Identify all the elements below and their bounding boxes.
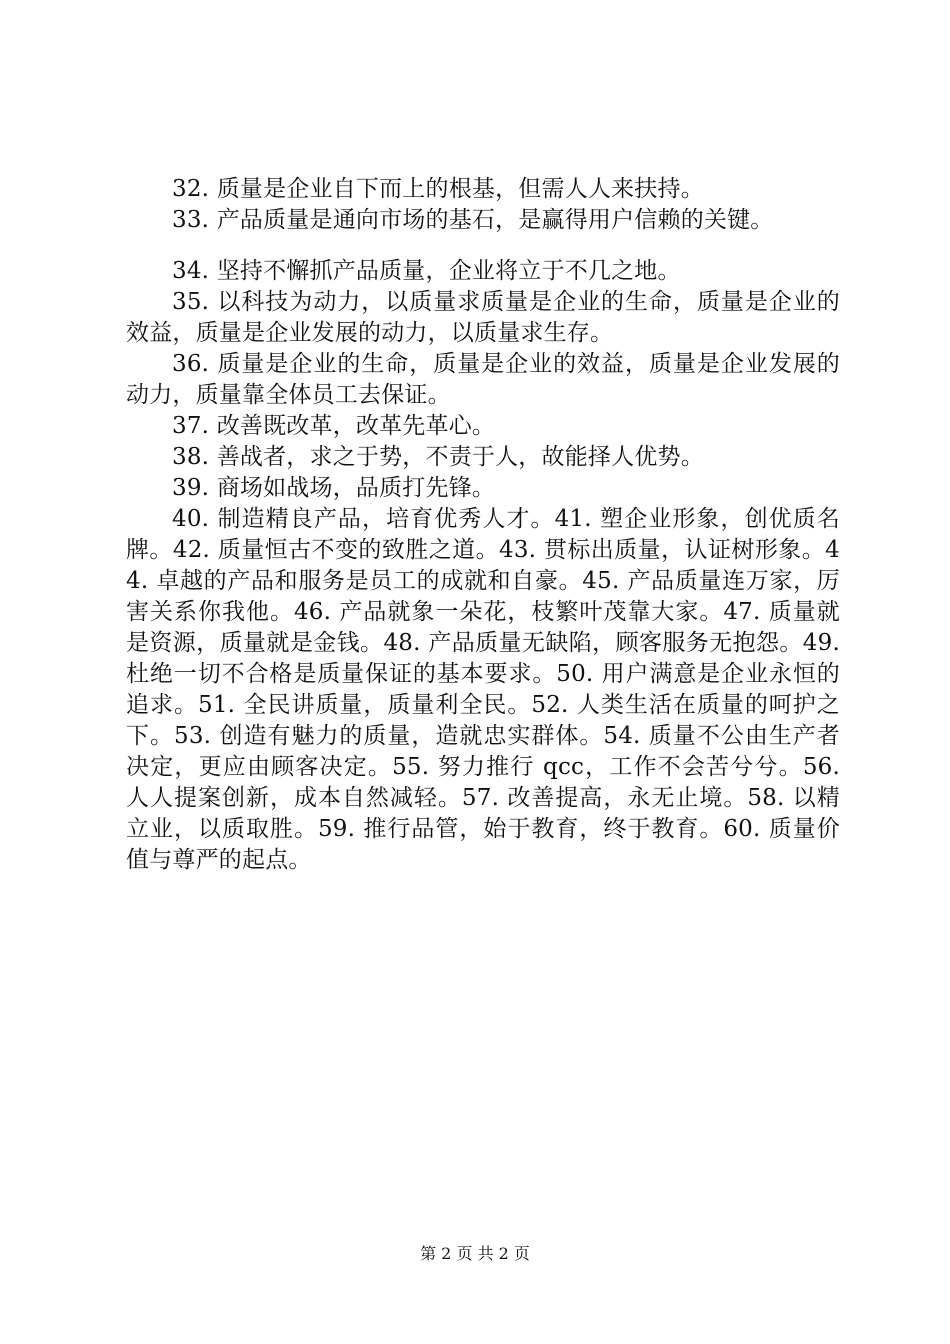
paragraph-37: 37. 改善既改革，改革先革心。 bbox=[172, 413, 496, 439]
paragraph-33: 33. 产品质量是通向市场的基石，是赢得用户信赖的关键。 bbox=[172, 207, 774, 233]
page-footer: 第 2 页 共 2 页 bbox=[420, 1244, 530, 1263]
paragraph-35: 35. 以科技为动力，以质量求质量是企业的生命，质量是企业的效益，质量是企业发展的动力，以质量求生存。 bbox=[126, 289, 840, 346]
paragraph-38: 38. 善战者，求之于势，不责于人，故能择人优势。 bbox=[172, 444, 704, 470]
document-body bbox=[126, 174, 840, 876]
paragraph-gap bbox=[126, 236, 840, 256]
paragraph-32: 32. 质量是企业自下而上的根基，但需人人来扶持。 bbox=[172, 176, 704, 202]
paragraph-40-60: 40. 制造精良产品，培育优秀人才。41. 塑企业形象，创优质名牌。42. 质量恒古不变的致胜之道。43. 贯标出质量，认证树形象。44. 卓越的产品和服务是员工的成就和自豪。45. 产品质量连万家，厉害关系你我他。46. 产品就象一朵花，枝繁叶茂靠大家。47. 质量就是资源，质量就是金钱。48. 产品质量无缺陷，顾客服务无抱怨。49. 杜绝一切不合格是质量保证的基本要求。50. 用户满意是企业永恒的追求。51. 全民讲质量，质量利全民。52. 人类生活在质量的呵护之下。53. 创造有魅力的质量，造就忠实群体。54. 质量不公由生产者决定，更应由顾客决定。55. 努力推行 qcc，工作不会苦兮兮。56. 人人提案创新，成本自然减轻。57. 改善提高，永无止境。58. 以精立业，以质取胜。59. 推行品管，始于教育，终于教育。60. 质量价值与尊严的起点。 bbox=[126, 506, 840, 873]
paragraph-39: 39. 商场如战场，品质打先锋。 bbox=[172, 475, 496, 501]
paragraph-36: 36. 质量是企业的生命，质量是企业的效益，质量是企业发展的动力，质量靠全体员工去保证。 bbox=[126, 351, 840, 408]
paragraph-34: 34. 坚持不懈抓产品质量，企业将立于不几之地。 bbox=[172, 258, 681, 284]
